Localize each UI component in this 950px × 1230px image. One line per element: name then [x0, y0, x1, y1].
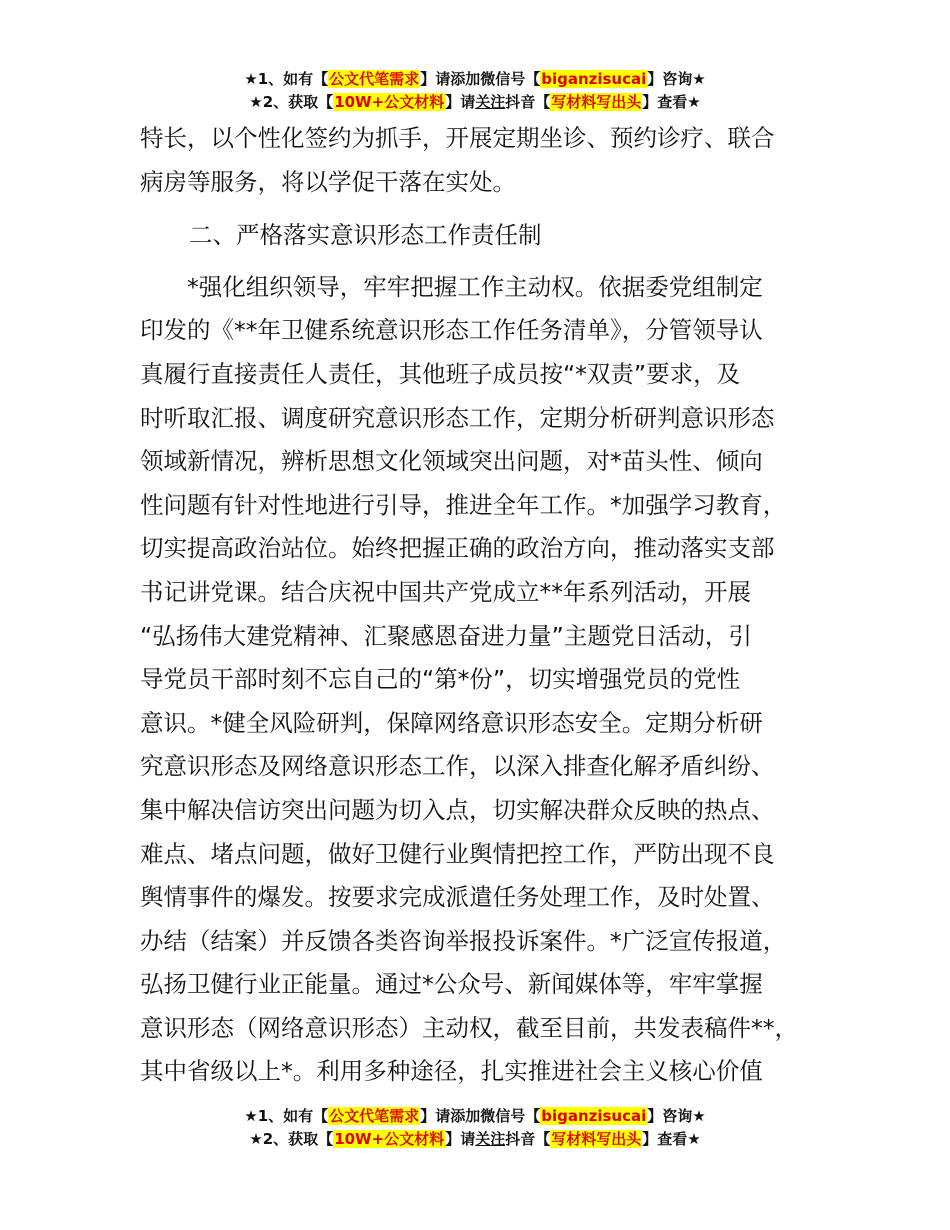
banner-highlight-materials: 10W+公文材料 [334, 1130, 445, 1148]
body-line: 性问题有针对性地进行引导，推进全年工作。*加强学习教育， [140, 490, 787, 519]
body-line: 其中省级以上*。利用多种途径，扎实推进社会主义核心价值 [140, 1057, 763, 1086]
top-banner [0, 68, 950, 114]
banner-line-2: ★2、获取【10W+公文材料】请关注抖音【写材料写出头】查看★ [249, 1130, 701, 1148]
body-line: 病房等服务，将以学促干落在实处。 [140, 167, 516, 196]
banner-follow-text: 关注 [475, 1130, 506, 1148]
body-line: 意识形态（网络意识形态）主动权，截至目前，共发表稿件**， [140, 1013, 798, 1042]
body-line: 难点、堵点问题，做好卫健行业舆情把控工作，严防出现不良 [140, 839, 775, 868]
banner-highlight-wechat-id: biganzisucai [541, 1107, 647, 1125]
banner-highlight-ghostwriting: 公文代笔需求 [329, 70, 420, 88]
banner-line-1: ★1、如有【公文代笔需求】请添加微信号【biganzisucai】咨询★ [244, 70, 706, 88]
body-line: “弘扬伟大建党精神、汇聚感恩奋进力量”主题党日活动，引 [140, 621, 752, 650]
section-heading: 二、严格落实意识形态工作责任制 [189, 221, 542, 250]
banner-follow-text: 关注 [475, 93, 506, 111]
bottom-banner [0, 1105, 950, 1151]
body-line: 书记讲党课。结合庆祝中国共产党成立**年系列活动，开展 [140, 577, 751, 606]
document-body [140, 117, 840, 1094]
body-line: 集中解决信访突出问题为切入点，切实解决群众反映的热点、 [140, 795, 775, 824]
banner-highlight-douyin: 写材料写出头 [551, 1130, 642, 1148]
body-line: 意识。*健全风险研判，保障网络意识形态安全。定期分析研 [140, 708, 763, 737]
banner-line-1: ★1、如有【公文代笔需求】请添加微信号【biganzisucai】咨询★ [244, 1107, 706, 1125]
body-line: 导党员干部时刻不忘自己的“第*份”，切实增强党员的党性 [140, 665, 741, 694]
body-line: 时听取汇报、调度研究意识形态工作，定期分析研判意识形态 [140, 403, 775, 432]
body-line: 真履行直接责任人责任，其他班子成员按“*双责”要求，及 [140, 359, 741, 388]
body-line: 究意识形态及网络意识形态工作，以深入排查化解矛盾纠纷、 [140, 752, 775, 781]
body-line: 舆情事件的爆发。按要求完成派遣任务处理工作，及时处置、 [140, 883, 775, 912]
banner-highlight-douyin: 写材料写出头 [551, 93, 642, 111]
banner-line-2: ★2、获取【10W+公文材料】请关注抖音【写材料写出头】查看★ [249, 93, 701, 111]
body-line: 弘扬卫健行业正能量。通过*公众号、新闻媒体等，牢牢掌握 [140, 970, 763, 999]
body-line: 领域新情况，辨析思想文化领域突出问题，对*苗头性、倾向 [140, 447, 763, 476]
banner-highlight-wechat-id: biganzisucai [541, 70, 647, 88]
body-line: 特长，以个性化签约为抓手，开展定期坐诊、预约诊疗、联合 [140, 124, 775, 152]
banner-highlight-materials: 10W+公文材料 [334, 93, 445, 111]
body-line: 印发的《**年卫健系统意识形态工作任务清单》，分管领导认 [140, 316, 763, 345]
body-line: 切实提高政治站位。始终把握正确的政治方向，推动落实支部 [140, 534, 775, 563]
body-line: *强化组织领导，牢牢把握工作主动权。依据委党组制定 [140, 272, 763, 301]
banner-highlight-ghostwriting: 公文代笔需求 [329, 1107, 420, 1125]
body-line: 办结（结案）并反馈各类咨询举报投诉案件。*广泛宣传报道， [140, 926, 787, 955]
